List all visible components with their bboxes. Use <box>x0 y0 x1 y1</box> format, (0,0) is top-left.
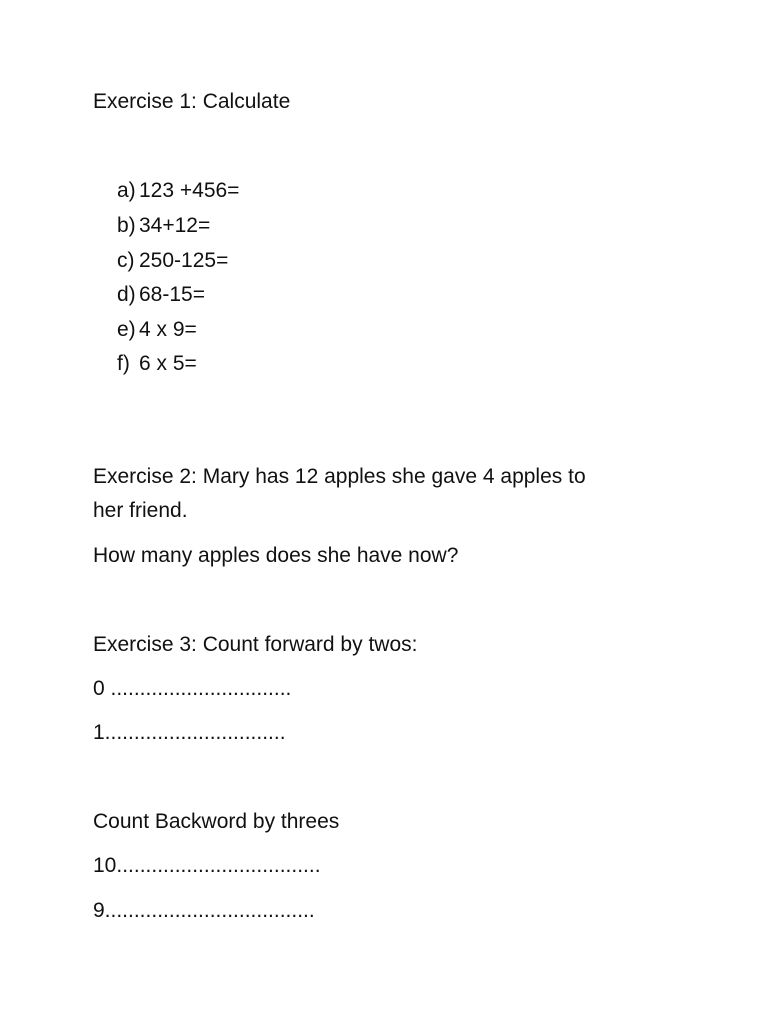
item-marker: a) <box>117 179 136 202</box>
item-text: 123 +456= <box>139 179 240 202</box>
exercise-2-line-2: her friend. <box>93 499 188 522</box>
item-text: 250-125= <box>139 249 229 272</box>
exercise-2-question: How many apples does she have now? <box>93 544 459 567</box>
item-text: 34+12= <box>139 214 211 237</box>
count-backward-line-2: 9.................................... <box>93 899 315 922</box>
item-marker: e) <box>117 318 136 341</box>
exercise-1-item-f <box>117 351 197 376</box>
item-text: 6 x 5= <box>139 352 197 375</box>
item-marker: f) <box>117 352 130 375</box>
exercise-1-item-b <box>117 213 210 238</box>
item-marker: b) <box>117 214 136 237</box>
item-marker: c) <box>117 249 135 272</box>
item-text: 68-15= <box>139 283 205 306</box>
exercise-1-item-a <box>117 178 239 203</box>
count-forward-line-2: 1............................... <box>93 721 286 744</box>
exercise-1-title: Exercise 1: Calculate <box>93 90 291 113</box>
count-backward-title: Count Backword by threes <box>93 810 340 833</box>
exercise-1-item-e <box>117 317 197 342</box>
count-backward-line-1: 10................................... <box>93 854 321 877</box>
count-forward-line-1: 0 ............................... <box>93 677 292 700</box>
item-marker: d) <box>117 283 136 306</box>
exercise-1-item-c <box>117 248 228 273</box>
exercise-3-title: Exercise 3: Count forward by twos: <box>93 633 418 656</box>
exercise-1-item-d <box>117 282 205 307</box>
item-text: 4 x 9= <box>139 318 197 341</box>
exercise-2-line-1: Exercise 2: Mary has 12 apples she gave 4 apples to <box>93 465 586 488</box>
